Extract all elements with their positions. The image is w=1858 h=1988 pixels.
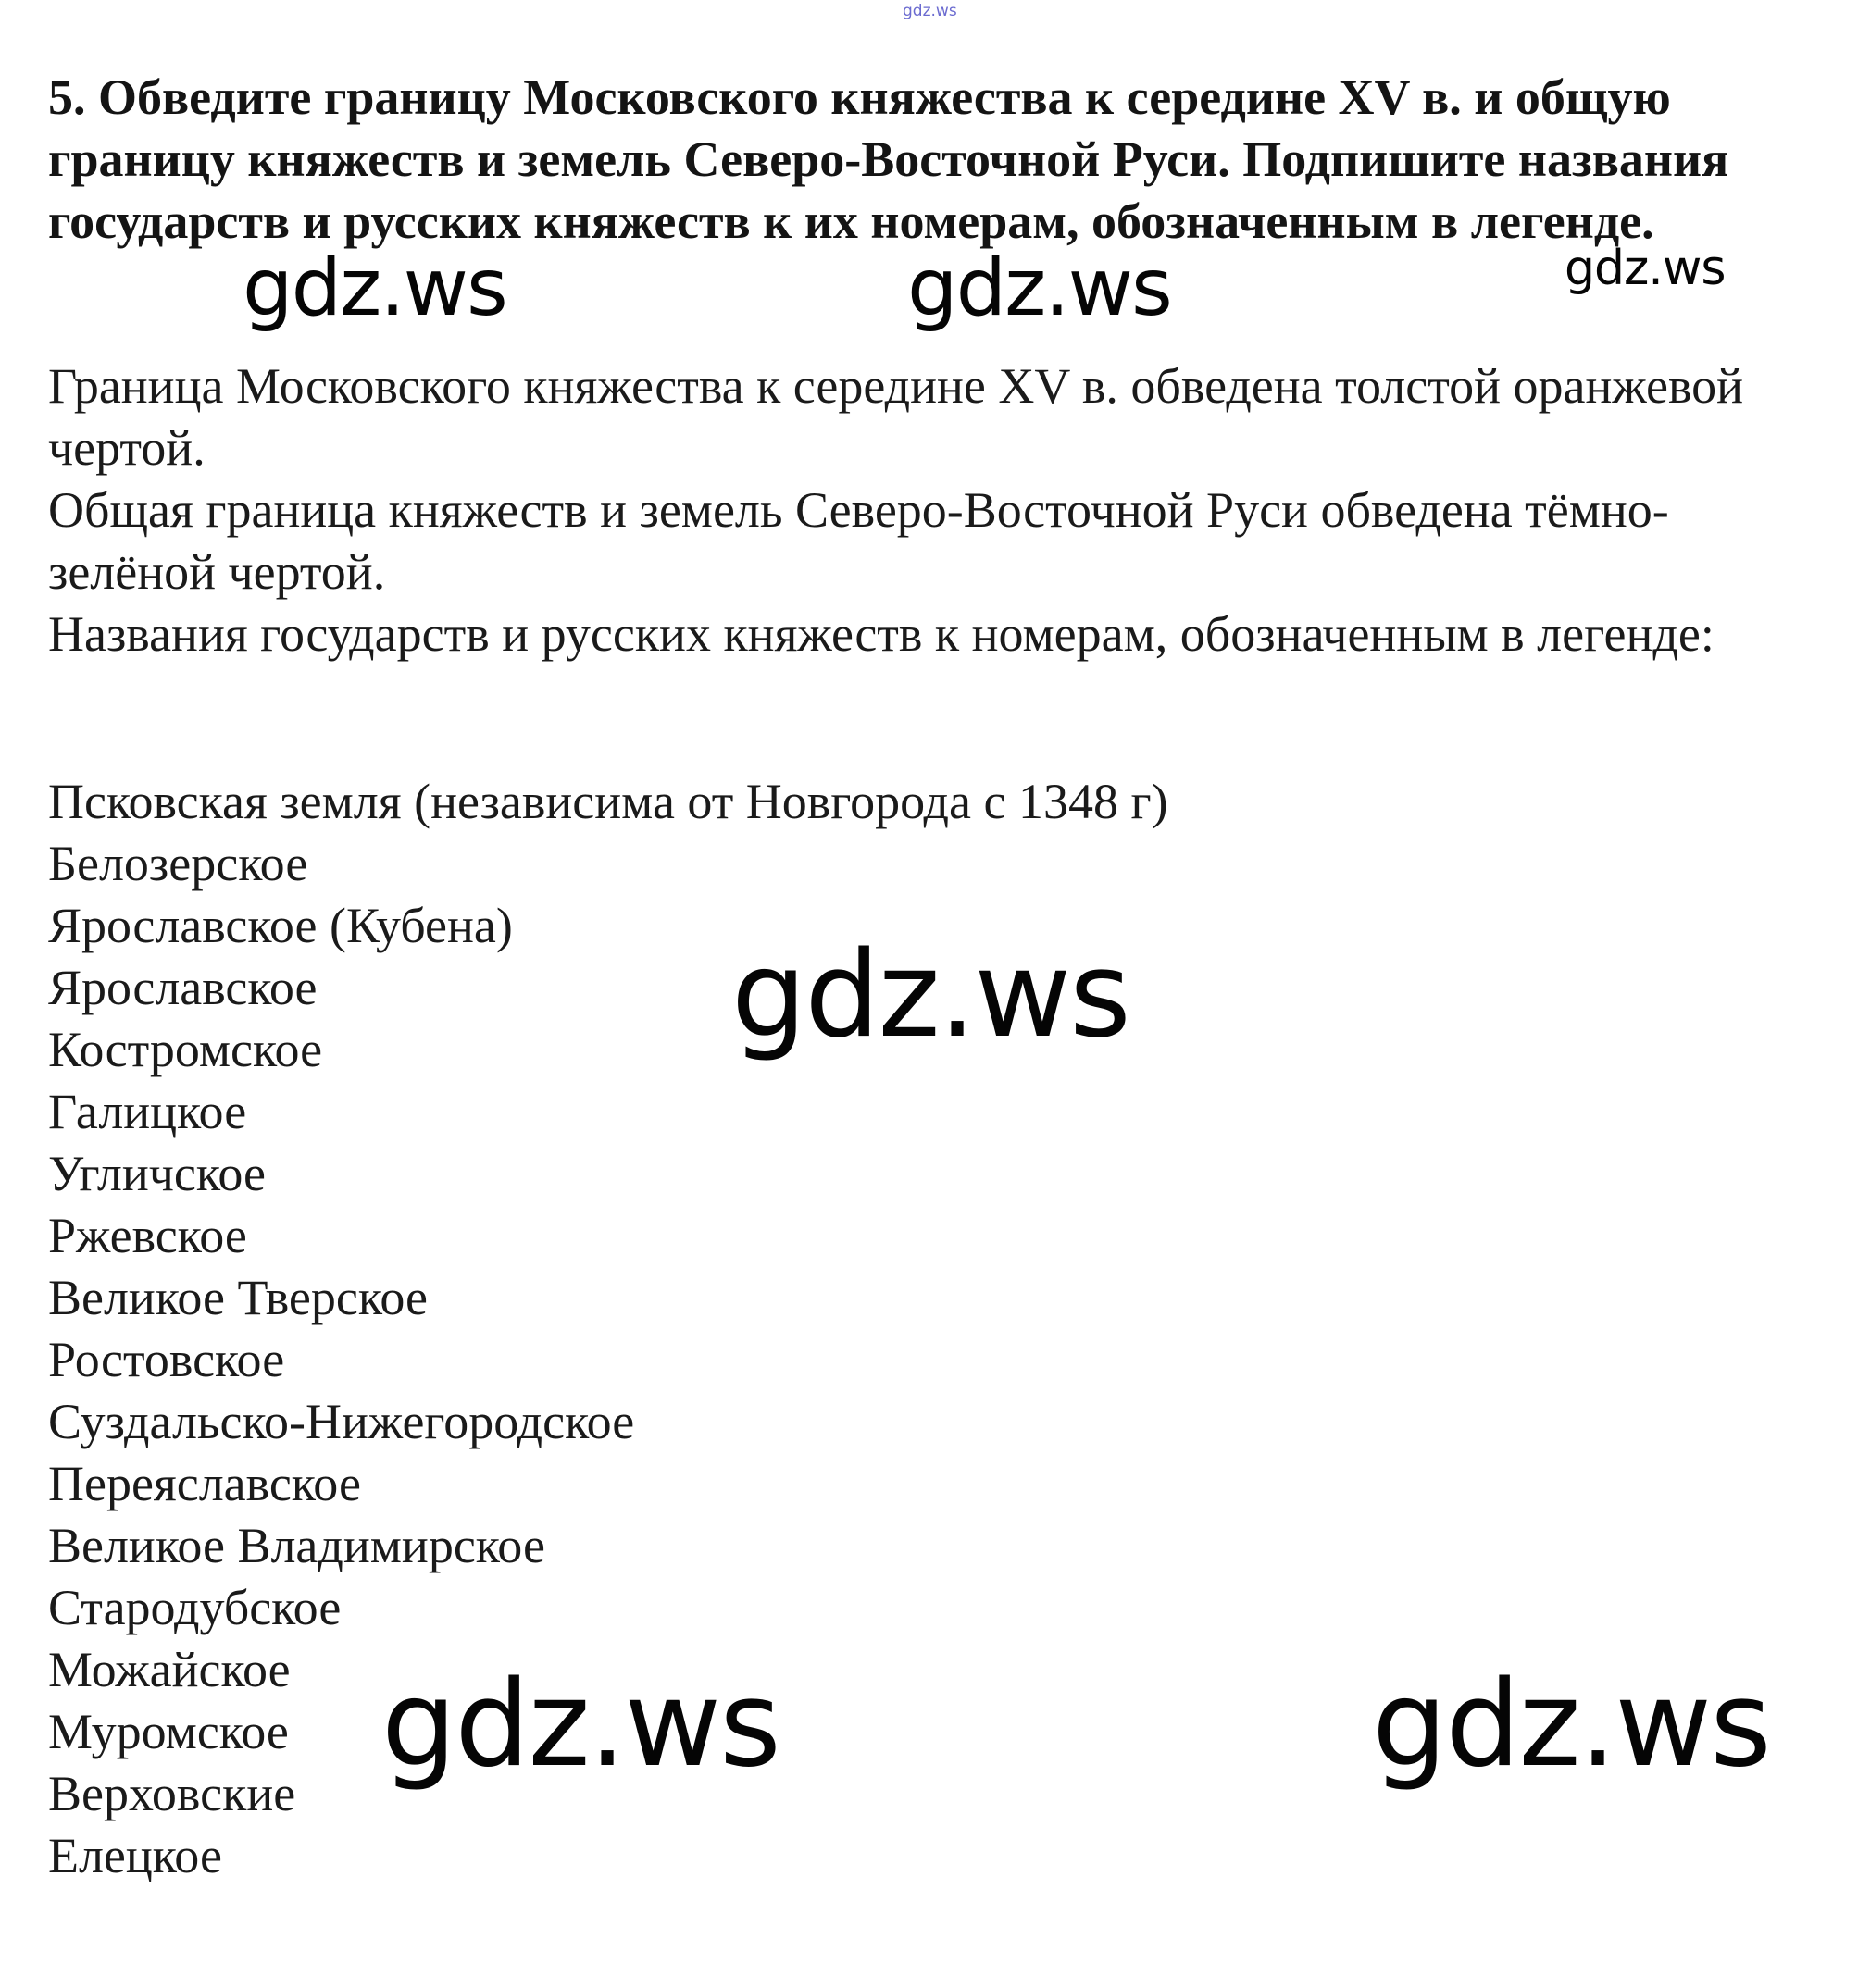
watermark: gdz.ws bbox=[1565, 241, 1726, 296]
list-item: Стародубское bbox=[48, 1580, 342, 1635]
answer-paragraph: Названия государств и русских княжеств к номерам, обозначенным в легенде: bbox=[48, 606, 1715, 662]
list-item: Суздальско-Нижегородское bbox=[48, 1394, 635, 1449]
list-item: Галицкое bbox=[48, 1084, 247, 1139]
watermark: gdz.ws bbox=[907, 242, 1171, 334]
watermark: gdz.ws bbox=[731, 926, 1129, 1064]
list-item: Верховские bbox=[48, 1766, 296, 1821]
list-item: Костромское bbox=[48, 1022, 323, 1077]
watermark: gdz.ws bbox=[1372, 1656, 1770, 1794]
list-item: Белозерское bbox=[48, 836, 308, 891]
list-item: Переяславское bbox=[48, 1456, 361, 1511]
site-mark: gdz.ws bbox=[903, 2, 957, 20]
list-item: Псковская земля (независима от Новгорода с 1348 г) bbox=[48, 774, 1168, 829]
list-item: Угличское bbox=[48, 1146, 266, 1201]
answer-paragraph: Граница Московского княжества к середине XV в. обведена толстой оранжевой чертой. bbox=[48, 358, 1743, 476]
list-item: Елецкое bbox=[48, 1828, 222, 1883]
list-item: Великое Владимирское bbox=[48, 1518, 545, 1573]
list-item: Муромское bbox=[48, 1704, 289, 1759]
list-item: Ростовское bbox=[48, 1332, 285, 1387]
watermark: gdz.ws bbox=[243, 242, 506, 334]
list-item: Ярославское bbox=[48, 960, 318, 1015]
task-question: 5. Обведите границу Московского княжества к середине XV в. и общую границу княжеств и земель Северо-Восточной Руси. Подпишите названия государств и русских княжеств к их номерам, обозначенным в легенде. bbox=[48, 69, 1729, 249]
list-item: Можайское bbox=[48, 1642, 291, 1697]
answer-paragraph: Общая граница княжеств и земель Северо-Восточной Руси обведена тёмно-зелёной чертой. bbox=[48, 482, 1669, 600]
watermark: gdz.ws bbox=[381, 1656, 779, 1794]
answer-text bbox=[48, 355, 1835, 665]
list-item: Великое Тверское bbox=[48, 1270, 428, 1325]
list-item: Ярославское (Кубена) bbox=[48, 898, 513, 953]
list-item: Ржевское bbox=[48, 1208, 247, 1263]
